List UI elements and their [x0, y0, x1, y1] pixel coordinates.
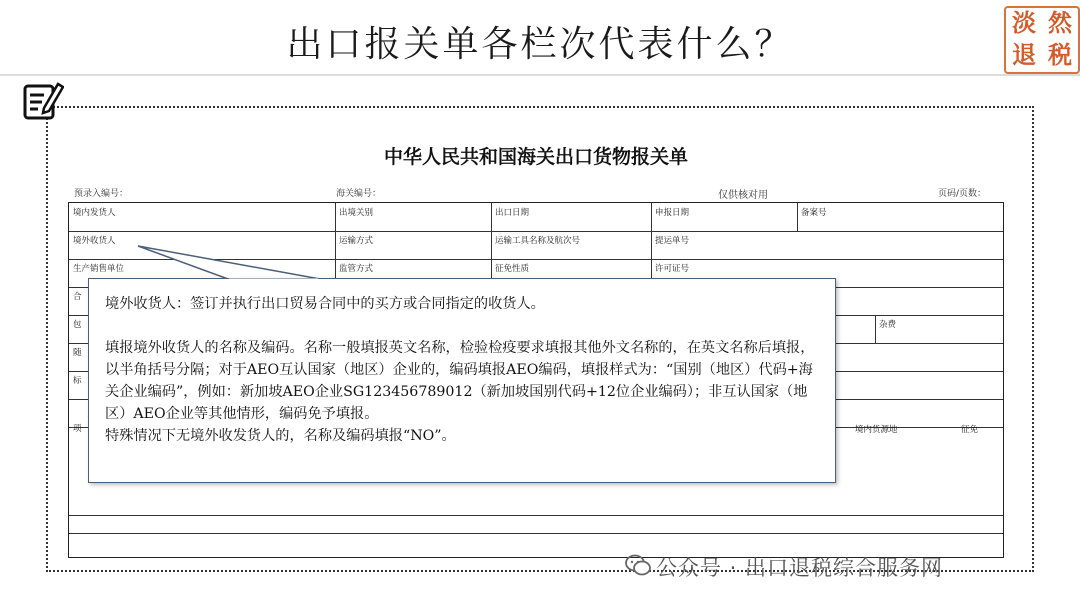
edit-note-icon	[22, 78, 64, 122]
license-number-label: 许可证号	[655, 264, 690, 274]
supervision-mode-label: 监管方式	[339, 264, 374, 274]
overseas-consignee-label: 境外收货人	[73, 236, 116, 246]
pre-entry-number-label: 预录入编号：	[74, 189, 129, 199]
misc-fee-label: 杂费	[879, 320, 897, 330]
grid-line	[651, 203, 652, 287]
vessel-voyage-label: 运输工具名称及航次号	[495, 236, 581, 246]
grid-line	[335, 203, 336, 287]
form-title: 中华人民共和国海关出口货物报关单	[383, 146, 688, 168]
side-label: 标	[73, 376, 82, 386]
brand-logo	[1004, 6, 1080, 74]
tax-exemption-label: 征免性质	[495, 264, 530, 274]
grid-line	[797, 203, 798, 231]
declare-date-label: 申报日期	[655, 208, 690, 218]
callout-definition: 境外收货人：签订并执行出口贸易合同中的买方或合同指定的收货人。	[105, 296, 545, 312]
logo-char: 退	[1012, 40, 1036, 69]
wechat-icon	[624, 553, 652, 577]
title-divider	[0, 74, 1080, 76]
watermark-text: 公众号 · 出口退税综合服务网	[656, 556, 944, 580]
page-title: 出口报关单各栏次代表什么？	[286, 24, 794, 65]
side-label: 包	[73, 320, 82, 330]
domestic-shipper-label: 境内发货人	[73, 208, 116, 218]
side-label: 合	[73, 292, 82, 302]
logo-char: 淡	[1012, 8, 1036, 37]
export-date-label: 出口日期	[495, 208, 530, 218]
grid-line	[69, 231, 1003, 232]
callout-special-case: 特殊情况下无境外收发货人的，名称及编码填报“NO”。	[105, 428, 456, 444]
side-label: 项	[73, 424, 82, 434]
transport-mode-label: 运输方式	[339, 236, 374, 246]
record-number-label: 备案号	[801, 208, 827, 218]
logo-char: 税	[1048, 40, 1072, 69]
tax-exempt-label: 征免	[961, 425, 979, 435]
grid-line	[491, 203, 492, 287]
bill-of-lading-label: 提运单号	[655, 236, 690, 246]
customs-number-label: 海关编号：	[336, 189, 382, 199]
grid-line	[69, 259, 1003, 260]
exit-customs-label: 出境关别	[339, 208, 374, 218]
grid-line	[875, 315, 876, 343]
producer-seller-label: 生产销售单位	[73, 264, 125, 274]
callout-filling-rules: 填报境外收货人的名称及编码。名称一般填报英文名称，检验检疫要求填报其他外文名称的，在英文名称后填报，以半角括号分隔；对于AEO互认国家（地区）企业的，编码填报AEO编码，填报样式为：“国别（地区）代码+海关企业编码”，例如：新加坡AEO企业SG123456789012（新加坡国别代码+12位企业编码）；非互认国家（地区）AEO企业等其他情形，编码免予填报。	[105, 340, 815, 422]
goods-origin-label: 境内货源地	[855, 425, 898, 435]
explanation-callout	[88, 278, 836, 483]
for-check-label: 仅供核对用	[718, 190, 768, 201]
grid-line	[69, 533, 1003, 534]
page-count-label: 页码/页数：	[938, 189, 987, 199]
logo-char: 然	[1048, 8, 1072, 37]
grid-line	[69, 515, 1003, 516]
side-label: 随	[73, 348, 82, 358]
